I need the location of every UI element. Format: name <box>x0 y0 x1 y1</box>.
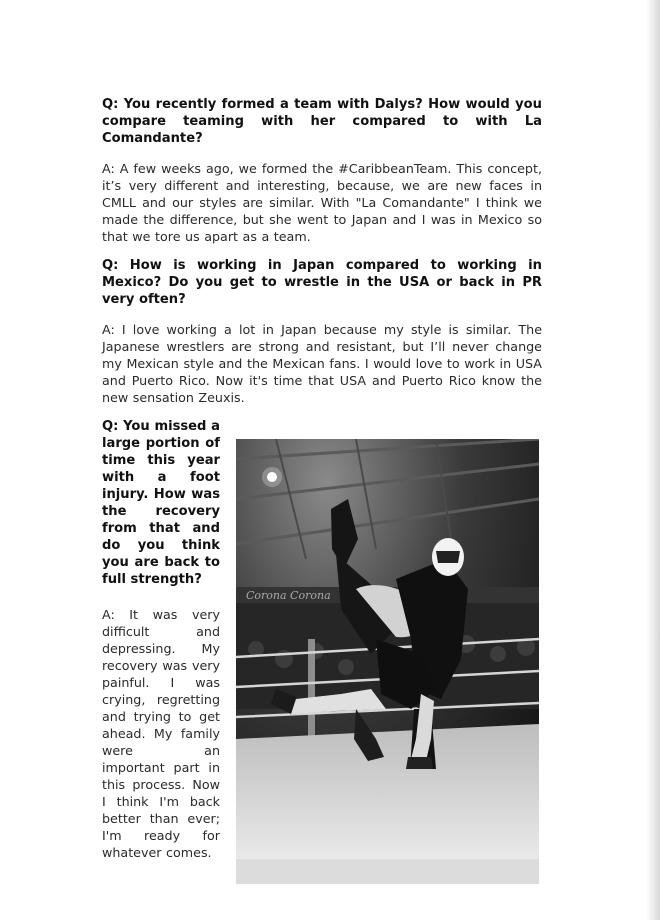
article-body <box>102 96 542 873</box>
wrestling-photo <box>236 439 539 884</box>
question-2: Q: How is working in Japan compared to working in Mexico? Do you get to wrestle in the USA or back in PR very often? <box>102 258 542 307</box>
banner-text: Corona Corona <box>246 589 331 602</box>
page-edge-shadow <box>646 0 660 920</box>
answer-3: A: It was very difficult and depressing. My recovery was very painful. I was crying, regretting and trying to get ahead. My family were an important part in this process. Now I think I'm back better than ever; I'm ready for whatever comes. <box>102 607 220 860</box>
question-3: Q: You missed a large portion of time this year with a foot injury. How was the recovery from that and do you think you are back to full strength? <box>102 419 220 587</box>
question-1: Q: You recently formed a team with Dalys? How would you compare teaming with her compared to with La Comandante? <box>102 97 542 146</box>
answer-1: A: A few weeks ago, we formed the #CaribbeanTeam. This concept, it’s very different and interesting, because, we are new faces in CMLL and our styles are similar. With "La Comandante" I think we made the difference, but she went to Japan and I was in Mexico so that we tore us apart as a team. <box>102 161 542 244</box>
answer-2: A: I love working a lot in Japan because my style is similar. The Japanese wrestlers are strong and resistant, but I’ll never change my Mexican style and the Mexican fans. I would love to work in USA and Puerto Rico. Now it's time that USA and Puerto Rico know the new sensation Zeuxis. <box>102 322 542 405</box>
wrestling-photo-graphic <box>236 439 539 884</box>
question-3-section <box>102 418 542 861</box>
left-text-column <box>102 418 220 861</box>
